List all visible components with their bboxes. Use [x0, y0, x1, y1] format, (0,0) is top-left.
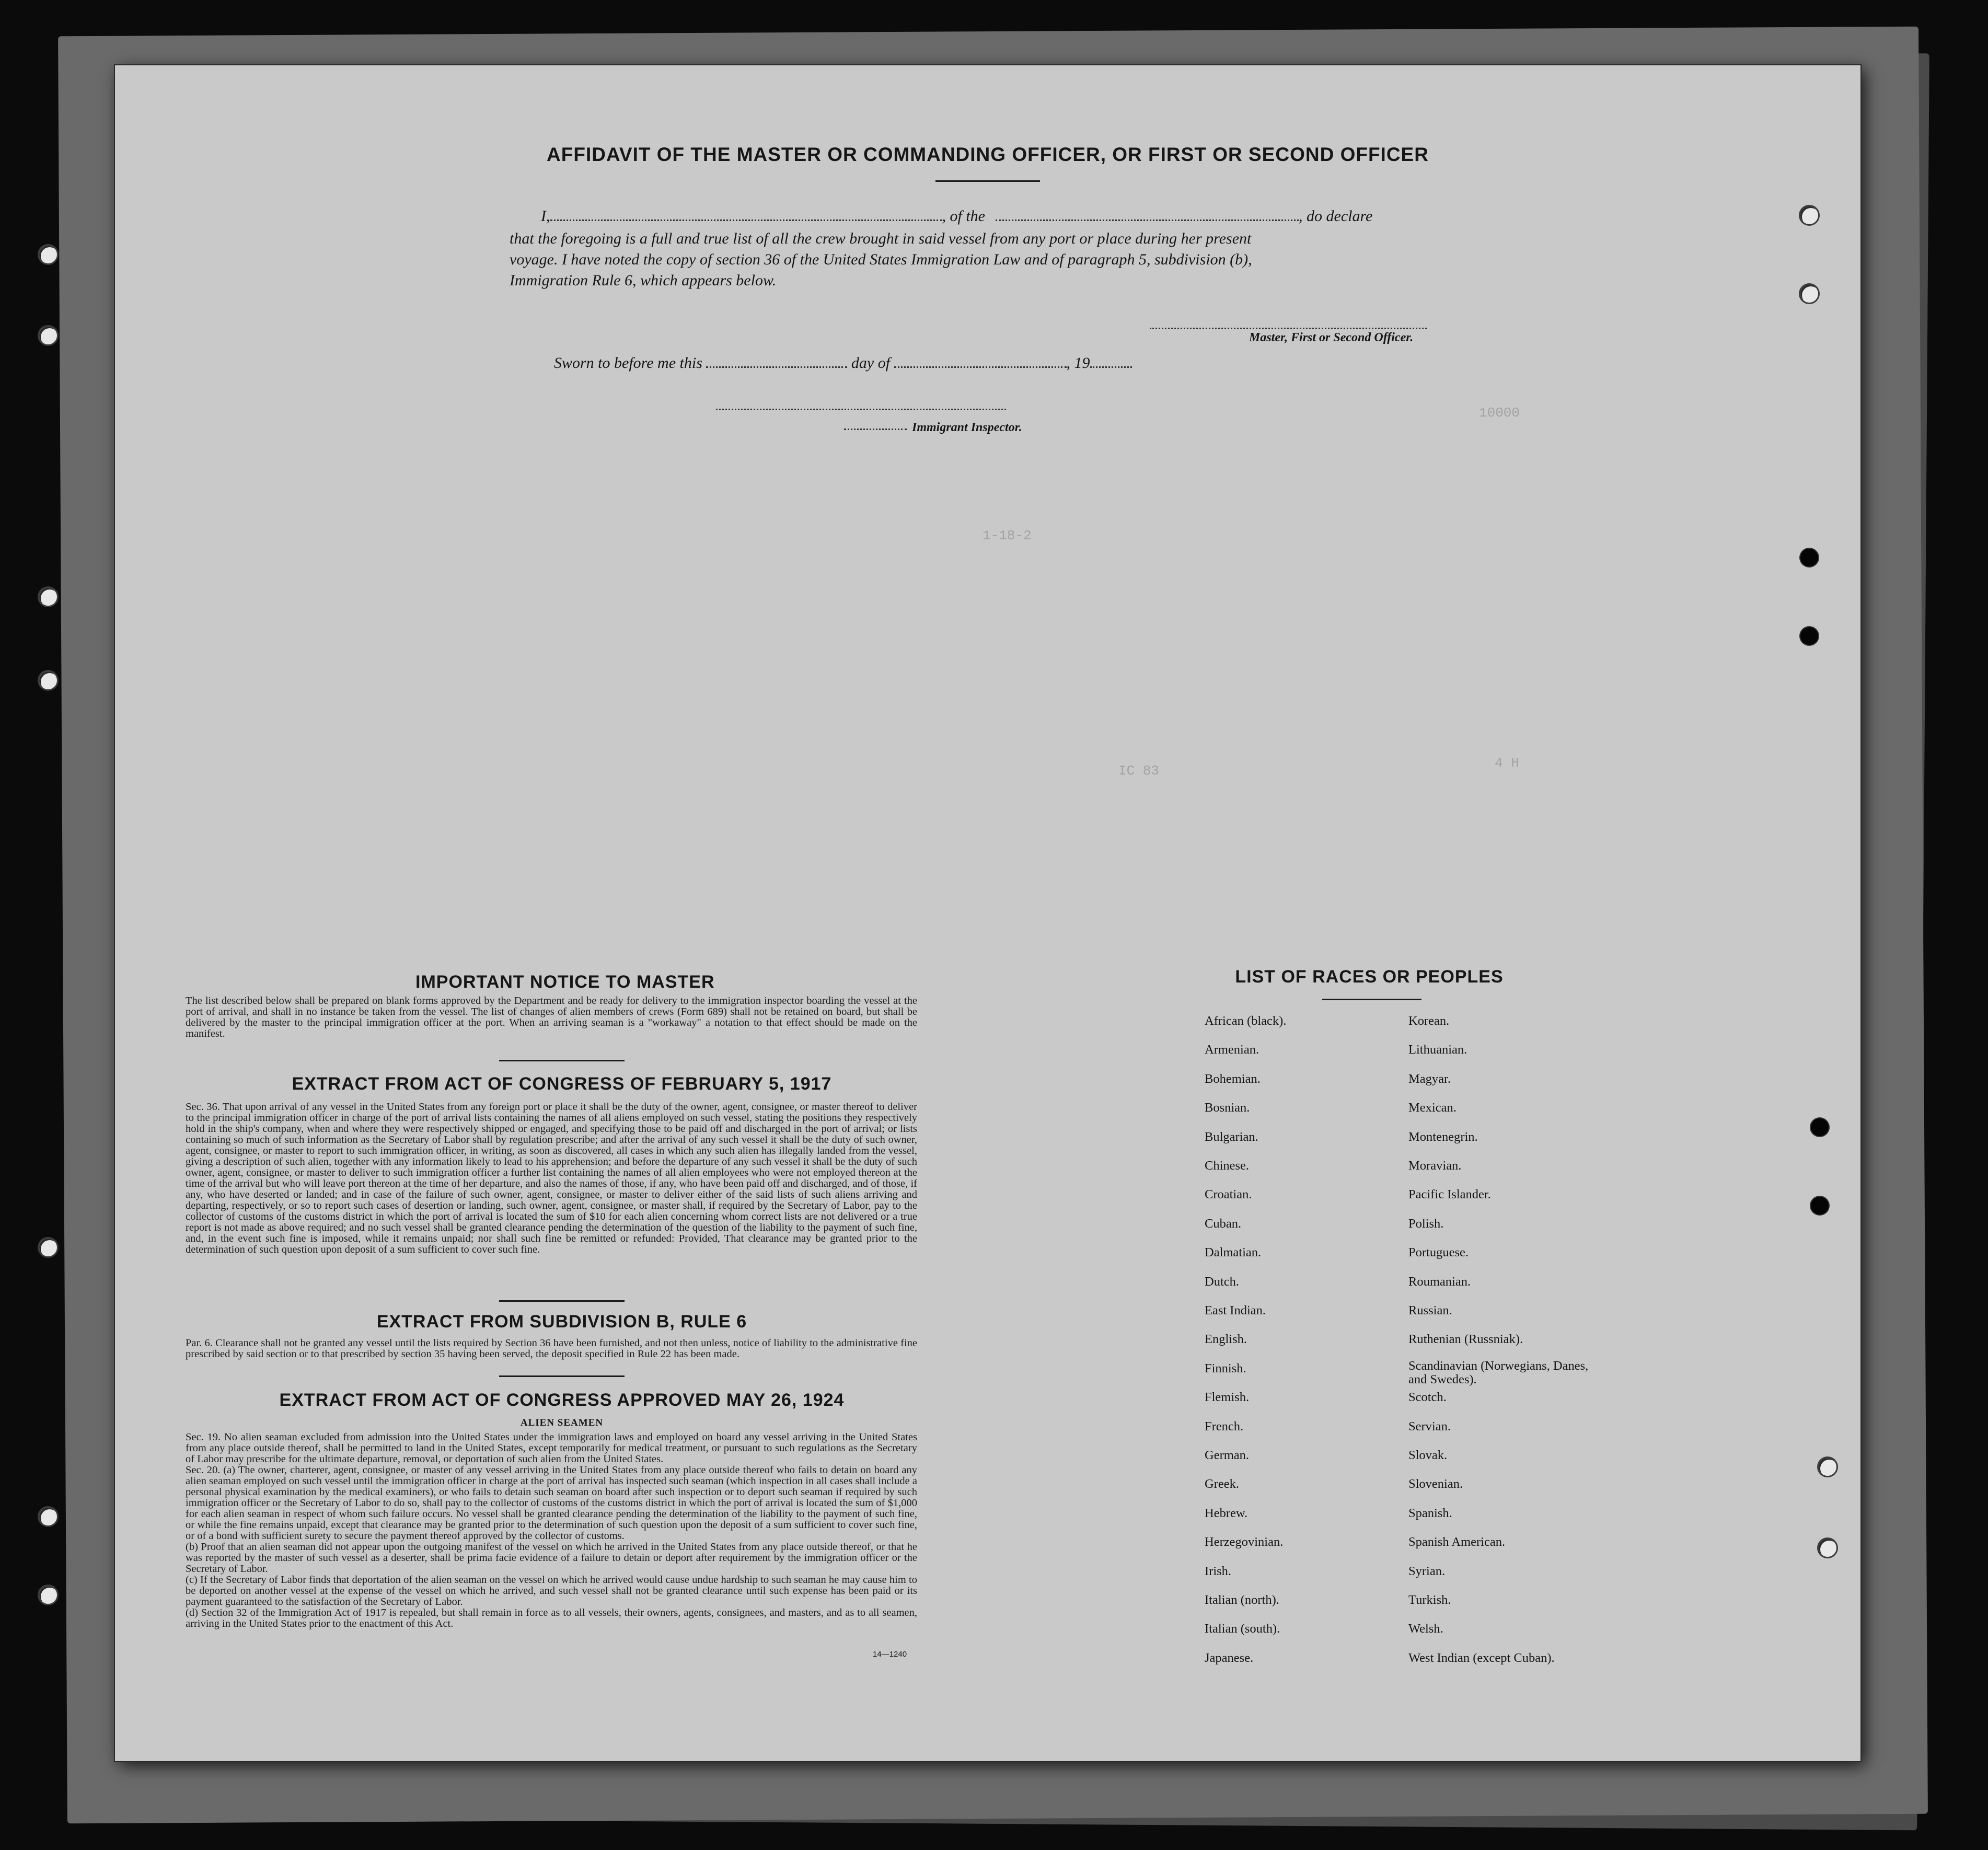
binder-hole [1819, 1458, 1836, 1476]
affidavit-declare-label: , do declare [1299, 207, 1373, 225]
sec20a-text: Sec. 20. (a) The owner, charterer, agent, consignee, or master of any vessel arriving in the United States from any place outside thereof who fails to detain on board any alien seaman employed on such vessel until the immigration officer in charge at the port of arrival has inspected such seaman (which inspection in all cases shall include a personal physical examination by the medical examiners), or who fails to detain such seaman on board after such inspection or to deport such seaman if required by such immigration officer or the Secretary of Labor to do so, shall pay to the collector of customs of the customs district in which the port of arrival is located the sum of $1,000 for each alien seaman in respect of whom such failure occurs. No vessel shall be granted clearance pending the determination of the liability to the payment of such fine, or while the fine remains unpaid, except that clearance may be granted prior to the determination of such question upon the deposit of a sum sufficient to cover such fine, or of a bond with sufficient surety to secure the payment thereof approved by the collector of customs. [186, 1464, 917, 1542]
race-item: Dalmatian. [1205, 1245, 1262, 1260]
affidavit-page [115, 65, 1860, 1761]
race-item: Dutch. [1205, 1274, 1239, 1289]
sworn-year-label: , 19 [1066, 354, 1090, 372]
extract-1924-title: EXTRACT FROM ACT OF CONGRESS APPROVED MAY 26, 1924 [279, 1390, 845, 1410]
race-item: Italian (north). [1205, 1593, 1279, 1607]
bleed-through-mark: 1-18-2 [983, 528, 1032, 544]
binder-hole [1800, 549, 1818, 566]
race-item: Roumanian. [1408, 1274, 1471, 1289]
bleed-through-mark: 10000 [1479, 405, 1520, 421]
race-item: French. [1205, 1419, 1244, 1433]
bleed-through-mark: 4 H [1495, 755, 1519, 771]
binder-hole [39, 1239, 57, 1256]
sec20d-text: (d) Section 32 of the Immigration Act of 1917 is repealed, but shall remain in force as to all vessels, their owners, agents, consignees, and masters, and as to all seamen, arriving in the United States prior to the enactment of this Act. [186, 1607, 917, 1629]
sworn-day-label: day of [851, 354, 891, 372]
race-item: Moravian. [1408, 1159, 1462, 1173]
binder-hole [39, 246, 57, 263]
binder-hole [1811, 1118, 1829, 1136]
extract-1917-title: EXTRACT FROM ACT OF CONGRESS OF FEBRUARY 5, 1917 [292, 1074, 832, 1094]
affidavit-line-3: voyage. I have noted the copy of section 36 of the United States Immigration Law and of paragraph 5, subdivision (b), [510, 251, 1252, 268]
race-item: Syrian. [1408, 1564, 1446, 1578]
inspector-dots [844, 427, 907, 430]
affidavit-of-the-label: , of the [942, 207, 985, 225]
race-item: Scandinavian (Norwegians, Danes, and Swedes). [1408, 1358, 1589, 1386]
master-signature-line[interactable] [1150, 327, 1427, 329]
race-item: Herzegovinian. [1205, 1535, 1284, 1550]
sworn-year-blank[interactable] [1090, 357, 1132, 368]
race-item: Turkish. [1408, 1593, 1451, 1607]
race-item: Bohemian. [1205, 1071, 1261, 1086]
section-rule [499, 1375, 625, 1377]
binder-hole [1811, 1197, 1829, 1215]
binder-hole [1800, 285, 1818, 303]
race-item: Pacific Islander. [1408, 1187, 1491, 1202]
binder-hole [39, 588, 57, 606]
race-item: Armenian. [1205, 1043, 1259, 1057]
race-item: Servian. [1408, 1419, 1451, 1433]
affidavit-line-4: Immigration Rule 6, which appears below. [510, 272, 777, 289]
race-item: Croatian. [1205, 1187, 1252, 1202]
race-item: Bulgarian. [1205, 1129, 1258, 1144]
race-item: Greek. [1205, 1477, 1239, 1491]
race-item: Welsh. [1408, 1622, 1443, 1636]
sec20b-text: (b) Proof that an alien seaman did not appear upon the outgoing manifest of the vessel on which he arrived in the United States from any place outside thereof, or that he was reported by the master of such vessel as a deserter, shall be prima facie evidence of a failure to detain or deport after requirement by the immigration officer or the Secretary of Labor. [186, 1541, 917, 1575]
binder-hole [39, 1586, 57, 1604]
alien-seamen-subtitle: ALIEN SEAMEN [520, 1417, 604, 1428]
races-title-rule [1322, 999, 1421, 1000]
race-item: Slovak. [1408, 1448, 1448, 1462]
race-item: Spanish American. [1408, 1535, 1506, 1550]
race-item: West Indian (except Cuban). [1408, 1650, 1555, 1665]
binder-hole [1819, 1539, 1836, 1557]
race-item: Scotch. [1408, 1390, 1447, 1405]
bleed-through-mark: IC 83 [1118, 763, 1160, 779]
race-item: Russian. [1408, 1303, 1452, 1317]
binder-hole [1800, 206, 1818, 224]
race-item: Portuguese. [1408, 1245, 1469, 1260]
name-blank[interactable] [550, 210, 942, 221]
race-item: German. [1205, 1448, 1250, 1462]
inspector-label: Immigrant Inspector. [912, 421, 1022, 434]
sworn-prefix: Sworn to before me this [554, 354, 702, 372]
sworn-line [554, 354, 1132, 372]
race-item: Lithuanian. [1408, 1043, 1467, 1057]
sworn-month-blank[interactable] [894, 357, 1067, 368]
race-item: Montenegrin. [1408, 1129, 1478, 1144]
race-item: Hebrew. [1205, 1506, 1248, 1520]
race-item: Mexican. [1408, 1101, 1457, 1115]
race-item: Spanish. [1408, 1506, 1452, 1520]
affidavit-i-label: I, [541, 207, 550, 225]
title-rule [935, 180, 1040, 182]
race-item: English. [1205, 1332, 1247, 1347]
master-signature-label: Master, First or Second Officer. [1249, 331, 1414, 344]
notice-title: IMPORTANT NOTICE TO MASTER [415, 972, 715, 992]
form-number: 14—1240 [873, 1650, 907, 1659]
race-item: Irish. [1205, 1564, 1232, 1578]
affidavit-declaration-line [510, 207, 1372, 225]
race-item: Ruthenian (Russniak). [1408, 1332, 1523, 1347]
rule6-text: Par. 6. Clearance shall not be granted any vessel until the lists required by Section 36 have been furnished, and not then unless, notice of liability to the administrative fine prescribed by said section or to that prescribed by section 35 having been served, the deposit specified in Rule 22 has been made. [186, 1337, 917, 1360]
race-item: Italian (south). [1205, 1622, 1280, 1636]
race-item: East Indian. [1205, 1303, 1266, 1317]
race-item: Polish. [1408, 1216, 1444, 1231]
rule6-title: EXTRACT FROM SUBDIVISION B, RULE 6 [376, 1312, 747, 1332]
section-rule [499, 1060, 625, 1061]
race-item: Bosnian. [1205, 1101, 1250, 1115]
affidavit-line-2: that the foregoing is a full and true list of all the crew brought in said vessel from any port or place during her present [510, 230, 1252, 247]
binder-hole [39, 1508, 57, 1525]
race-item: Japanese. [1205, 1650, 1254, 1665]
inspector-signature-line[interactable] [716, 408, 1006, 410]
race-item: Cuban. [1205, 1216, 1242, 1231]
section-rule [499, 1300, 625, 1302]
sec20c-text: (c) If the Secretary of Labor finds that deportation of the alien seaman on the vessel on which he arrived would cause undue hardship to such seaman he may cause him to be deported on another vessel at the expense of the vessel on which he arrived, and such vessel shall not be granted clearance until such expense has been paid or its payment guaranteed to the satisfaction of the Secretary of Labor. [186, 1574, 917, 1608]
race-item: Finnish. [1205, 1361, 1246, 1375]
sworn-day-blank[interactable] [706, 357, 847, 368]
affidavit-title: AFFIDAVIT OF THE MASTER OR COMMANDING OFFICER, OR FIRST OR SECOND OFFICER [547, 144, 1429, 165]
sec19-text: Sec. 19. No alien seaman excluded from admission into the United States under the immigration laws and employed on board any vessel arriving in the United States from any place outside thereof, shall be permitted to land in the United States, except temporarily for medical treatment, or pursuant to such regulations as the Secretary of Labor may prescribe for the ultimate departure, removal, or deportation of such alien from the United States. [186, 1431, 917, 1465]
race-item: Magyar. [1408, 1071, 1451, 1086]
binder-hole [1800, 627, 1818, 645]
binder-hole [39, 327, 57, 344]
race-item: Korean. [1408, 1014, 1450, 1028]
race-item: Slovenian. [1408, 1477, 1463, 1491]
binder-hole [39, 672, 57, 689]
notice-text: The list described below shall be prepared on blank forms approved by the Department and be ready for delivery to the immigration inspector boarding the vessel at the port of arrival, and shall in no instance be taken from the vessel. The list of changes of alien members of crews (Form 689) shall not be retained on board, but shall be delivered by the master to the principal immigration officer at the port. When an arriving seaman is a "workaway" a notation to that effect should be made on the manifest. [186, 995, 917, 1039]
extract-1924-text [186, 1432, 917, 1629]
races-title: LIST OF RACES OR PEOPLES [1235, 967, 1504, 987]
race-item: Chinese. [1205, 1159, 1250, 1173]
vessel-blank[interactable] [996, 210, 1299, 221]
extract-1917-text: Sec. 36. That upon arrival of any vessel in the United States from any foreign port or place it shall be the duty of the owner, agent, consignee, or master thereof to deliver to the principal immigration officer in charge of the port of arrival lists containing the names of all aliens employed on such vessel, stating the positions they respectively hold in the ship's company, when and where they were respectively shipped or engaged, and specifying those to be paid off and discharged in the port of arrival; or lists containing so much of such information as the Secretary of Labor shall by regulation prescribe; and after the arrival of any such vessel it shall be the duty of such owner, agent, consignee, or master to report to such immigration officer, in writing, as soon as discovered, all cases in which any such alien has illegally landed from the vessel, giving a description of such alien, together with any information likely to lead to his apprehension; and before the departure of any such vessel it shall be the duty of such owner, agent, consignee, or master to deliver to such immigration officer a further list containing the names of all alien employees who were not employed thereon at the time of the arrival but who will leave port thereon at the time of her departure, and also the names of those, if any, who have been paid off and discharged, and of those, if any, who have deserted or landed; and in case of the failure of such owner, agent, consignee, or master to deliver either of the said lists of such aliens arriving and departing, respectively, or so to report such cases of desertion or landing, such owner, agent, consignee, or master shall, if required by the Secretary of Labor, pay to the collector of customs of the customs district in which the port of arrival is located the sum of $10 for each alien concerning whom correct lists are not delivered or a true report is not made as above required; and no such vessel shall be granted clearance pending the determination of the question of the liability to the payment of such fine, and, in the event such fine is imposed, while it remains unpaid; nor shall such fine be remitted or refunded: Provided, That clearance may be granted prior to the determination of such question upon deposit of a sum sufficient to cover such fine. [186, 1101, 917, 1255]
race-item: Flemish. [1205, 1390, 1250, 1405]
race-item: African (black). [1205, 1014, 1287, 1028]
